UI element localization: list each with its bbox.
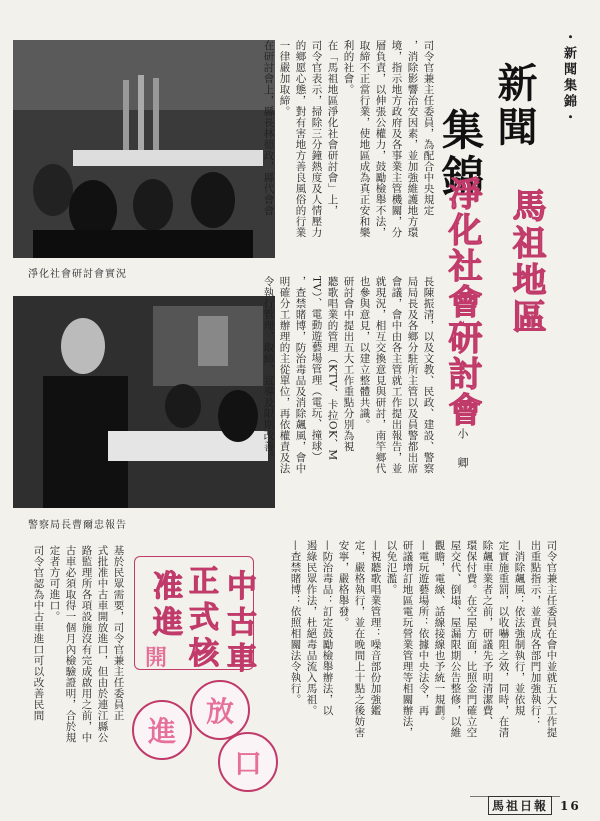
article-col: 會議，會中由各主管就工作提出報告，並: [390, 276, 403, 474]
police-chief-photo-image: [13, 296, 275, 508]
article-col: 定者方可進口。: [48, 545, 61, 622]
title-line-2: 集錦: [436, 108, 485, 200]
article-col: —防治毒品：訂定鼓勵檢舉辦法，以: [321, 540, 334, 716]
photo-police-chief: [13, 296, 275, 508]
article-col: 研討會中提出五大工作重點分別為視: [342, 276, 355, 452]
article-2-circle-1: 放: [190, 680, 250, 740]
article-col: 一律嚴加取締。: [278, 40, 291, 117]
article-2-title-line-1: 中古車: [221, 570, 256, 678]
article-col: 安寧，嚴格舉發。: [337, 540, 350, 628]
article-2-circle-4: 開: [144, 645, 167, 671]
article-2-title-line-3: 准進: [147, 570, 182, 642]
article-col: —電玩遊藝場所：依據中央法令，再: [417, 540, 430, 716]
article-col: 在「馬祖地區淨化社會研討會」上，: [326, 40, 339, 216]
article-col: 除飆車業者之前，研議先予明清潔費、: [481, 540, 494, 727]
article-col: 研議增訂地區電玩營業管理等相關辦法，: [401, 540, 414, 738]
article-col: ，消除影響治安因素，並加強維護地方環: [406, 40, 419, 238]
article-col: 明確分工辦理的主從單位，再依權責及法: [278, 276, 291, 474]
article-col: 出重點指示，並責成各部門加強執行：: [529, 540, 542, 727]
article-col: 局局長及各鄉分駐所主管以及員警都出席: [406, 276, 419, 474]
article-2-circle-3: 進: [132, 700, 192, 760]
article-col: 遏綠民眾作法，杜絕毒品流入馬祖。: [305, 540, 318, 716]
article-col: 司令官認為中古車進口可以改善民間: [32, 545, 45, 721]
photo-meeting: [13, 40, 275, 258]
article-col: 環保付費。在空屋方面，比照金門確立空: [465, 540, 478, 738]
article-col: 路監理所各項設施沒有完成啟用之前，中: [80, 545, 93, 743]
article-col: 利的社會。: [342, 40, 355, 95]
article-col: 長陳振清，以及文教、民政、建設、警察: [422, 276, 435, 474]
section-label: ・新聞集錦・: [561, 30, 576, 126]
article-col: 令執行管理、取締、宣導及限期改善。: [262, 276, 275, 463]
article-col: 就現況，相互交換意見與研討，南竿鄉代: [374, 276, 387, 474]
article-2-title-line-2: 正式核: [183, 565, 218, 673]
article-col: ，查禁賭博，防治毒品及消除飆風，會中: [294, 276, 307, 474]
article-col: 層負責，以伸張公權力，鼓勵檢舉不法，: [374, 40, 387, 238]
headline-line-1: 馬祖地區: [506, 188, 546, 336]
page-number: 16: [560, 798, 581, 813]
article-col: 古車必須取得一個月內檢驗證明，合於規: [64, 545, 77, 743]
author: 小卿: [456, 428, 469, 486]
article-col: 司令官兼主任委員在會中並就五大工作提: [545, 540, 558, 738]
article-col: —消除飆風：依法強制執行，並依規: [513, 540, 526, 716]
article-col: 式批准中古車開放進口，但由於連江縣公: [96, 545, 109, 743]
article-2-circle-2: 口: [218, 732, 278, 792]
footer: [488, 796, 581, 815]
headline-line-2: 淨化社會研討會: [442, 176, 482, 428]
article-col: 定，嚴格執行，並在晚間上十點之後妨害: [353, 540, 366, 738]
article-col: 也參與意見，以建立整體共識。: [358, 276, 371, 430]
article-col: 境，指示地方政府及各事業主管機關，分: [390, 40, 403, 238]
article-col: 在研討會上，縣長林德政，縣代會會: [262, 40, 275, 216]
article-col: 的鄉愿心態，對有害地方善良風俗的行業: [294, 40, 307, 238]
publication-name: 馬祖日報: [488, 796, 552, 815]
article-col: TV）、電動遊藝場管理（電玩、撞球）: [310, 276, 323, 463]
article-col: 基於民眾需要，司令官兼主任委員正: [112, 545, 125, 721]
photo-caption-1: 淨化社會研討會實況: [28, 269, 127, 280]
article-col: —查禁賭博：依照相關法令執行。: [289, 540, 302, 705]
article-col: 取締不正當行業，使地區成為真正安和樂: [358, 40, 371, 238]
article-col: —視聽歌唱業管理：噪音部份加強鑑: [369, 540, 382, 716]
article-col: 定實施重罰，以收嚇阻之效，同時，在清: [497, 540, 510, 738]
title-line-1: 新聞: [491, 62, 537, 150]
article-col: 觀瞻，電線、話線接線也予統一規劃。: [433, 540, 446, 727]
article-col: 屋交代、倒塌、屋漏限期公告整修，以維: [449, 540, 462, 738]
meeting-photo-image: [13, 40, 275, 258]
article-col: 聽歌唱業的管理（KTV、卡拉OK、M: [326, 276, 339, 461]
photo-caption-2: 警察局長曹爾忠報告: [28, 520, 127, 531]
article-col: 司令官兼主任委員，為配合中央規定: [422, 40, 435, 216]
article-col: 司令官表示，掃除三分鐘熱度及人情壓力: [310, 40, 323, 238]
article-col: 以免氾濫。: [385, 540, 398, 595]
